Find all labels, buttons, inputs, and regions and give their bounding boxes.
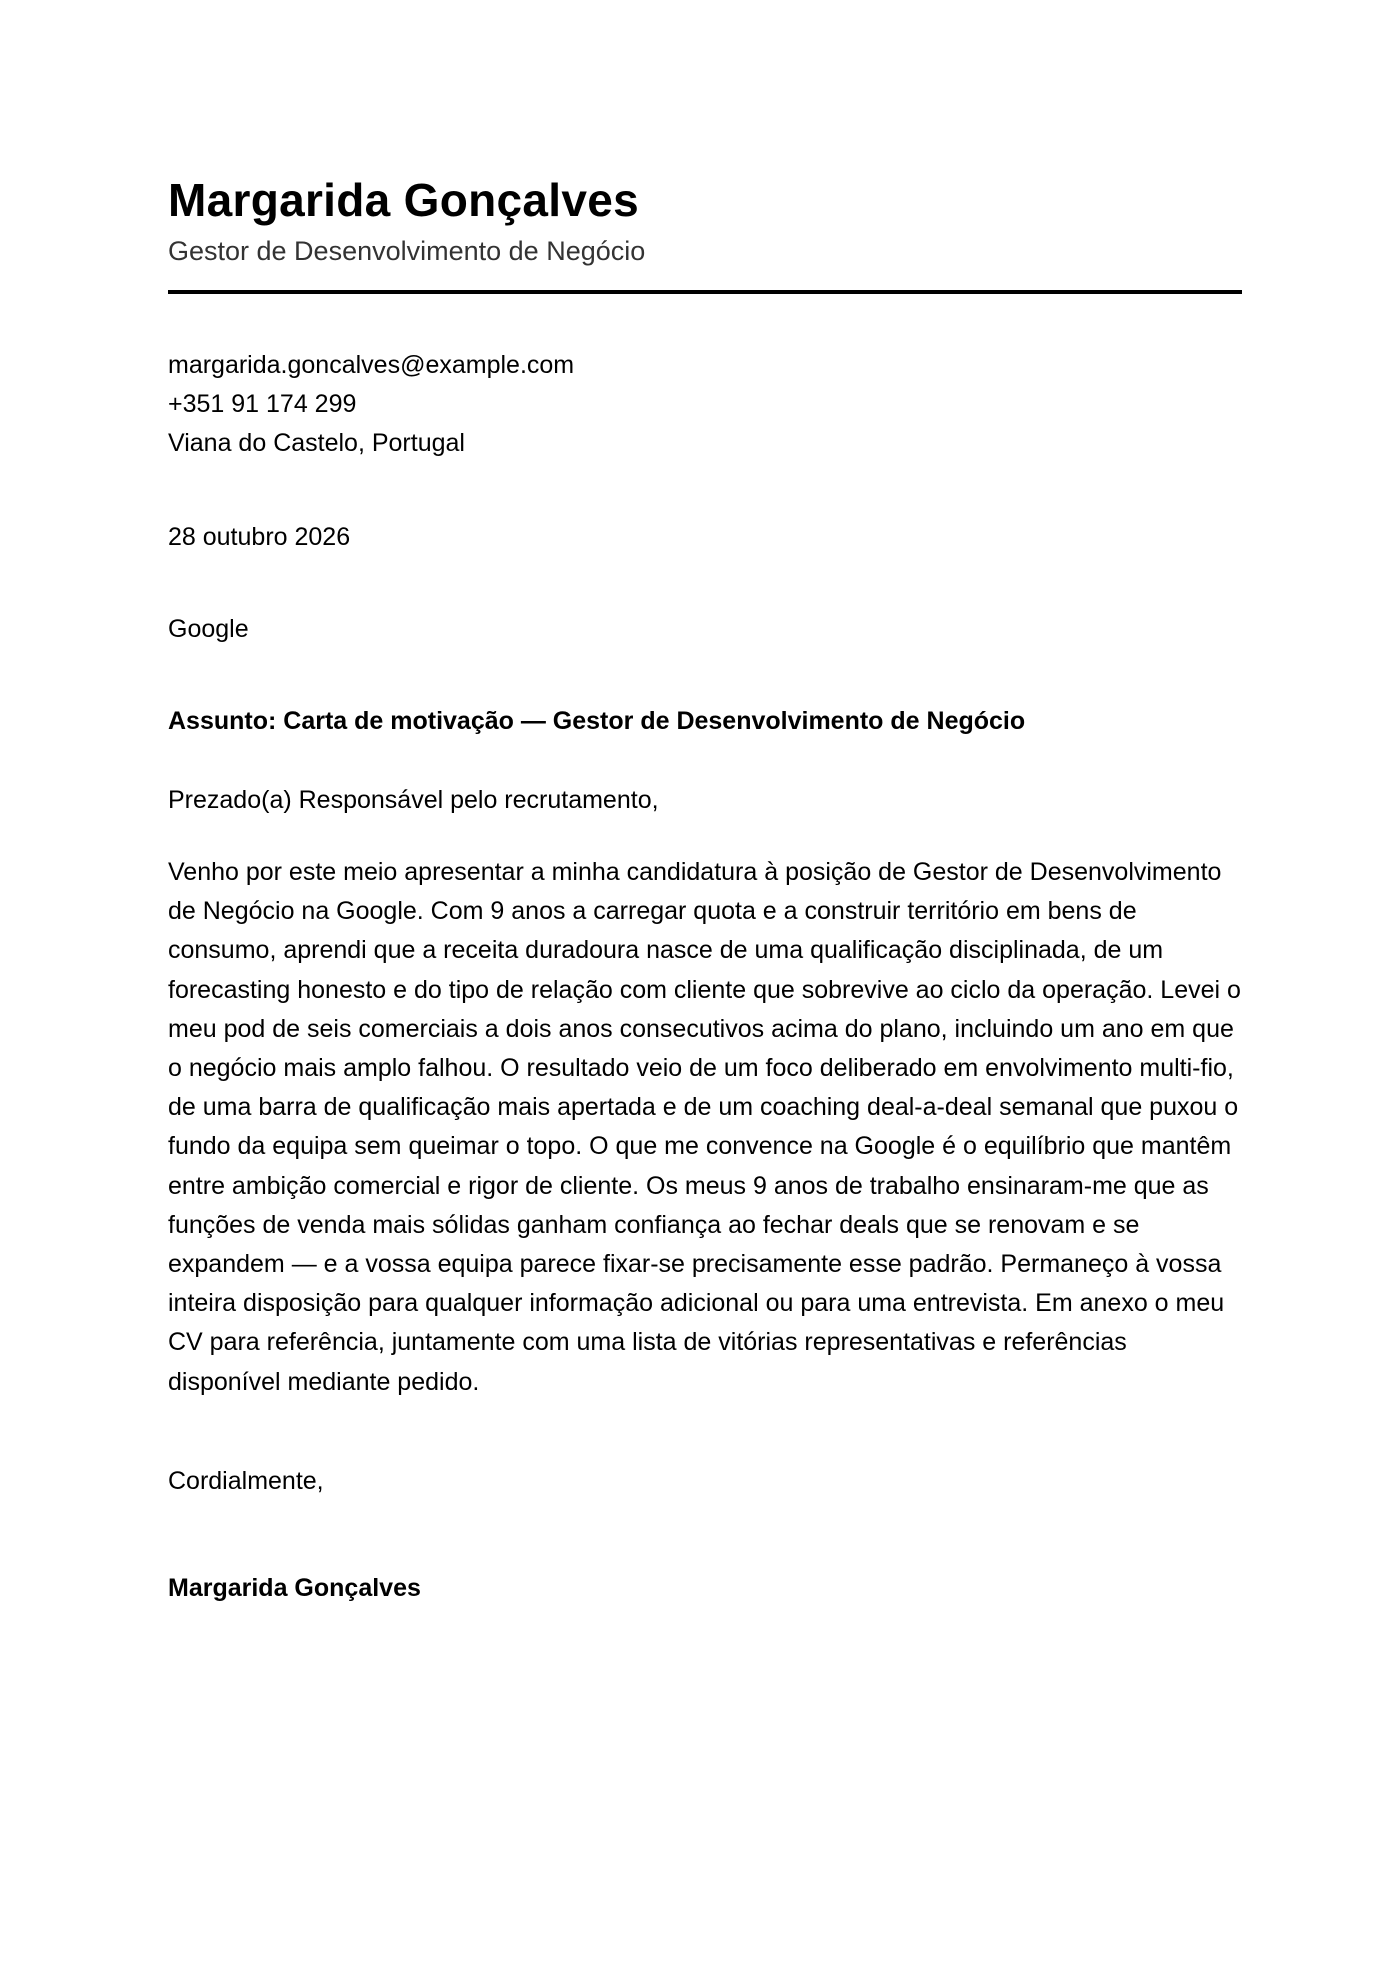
contact-location: Viana do Castelo, Portugal	[168, 429, 465, 457]
letter-greeting: Prezado(a) Responsável pelo recrutamento,	[168, 786, 659, 814]
contact-phone: +351 91 174 299	[168, 390, 357, 418]
letter-signature: Margarida Gonçalves	[168, 1573, 421, 1602]
cover-letter-page	[168, 170, 1242, 1608]
letter-body: Venho por este meio apresentar a minha candidatura à posição de Gestor de Desenvolvimento de Negócio na Google. Com 9 anos a carregar quota e a construir território em bens de consumo, aprendi que a receita duradoura nasce de uma qualificação disciplinada, de um forecasting honesto e do tipo de relação com cliente que sobrevive ao ciclo da operação. Levei o meu pod de seis comerciais a dois anos consecutivos acima do plano, incluindo um ano em que o negócio mais amplo falhou. O resultado veio de um foco deliberado em envolvimento multi-fio, de uma barra de qualificação mais apertada e de um coaching deal-a-deal semanal que puxou o fundo da equipa sem queimar o topo. O que me convence na Google é o equilíbrio que mantêm entre ambição comercial e rigor de cliente. Os meus 9 anos de trabalho ensinaram-me que as funções de venda mais sólidas ganham confiança ao fechar deals que se renovam e se expandem — e a vossa equipa parece fixar-se precisamente esse padrão. Permaneço à vossa inteira disposição para qualquer informação adicional ou para uma entrevista. Em anexo o meu CV para referência, juntamente com uma lista de vitórias representativas e referências disponível mediante pedido.	[168, 858, 1241, 1396]
letter-closing: Cordialmente,	[168, 1466, 324, 1495]
contact-email: margarida.goncalves@example.com	[168, 351, 575, 379]
letter-subject: Assunto: Carta de motivação — Gestor de Desenvolvimento de Negócio	[168, 707, 1026, 735]
applicant-role: Gestor de Desenvolvimento de Negócio	[168, 236, 646, 266]
contact-block	[168, 346, 1242, 463]
letter-recipient: Google	[168, 615, 249, 643]
letter-date: 28 outubro 2026	[168, 523, 351, 551]
header-divider	[168, 290, 1242, 294]
applicant-name: Margarida Gonçalves	[168, 174, 640, 226]
